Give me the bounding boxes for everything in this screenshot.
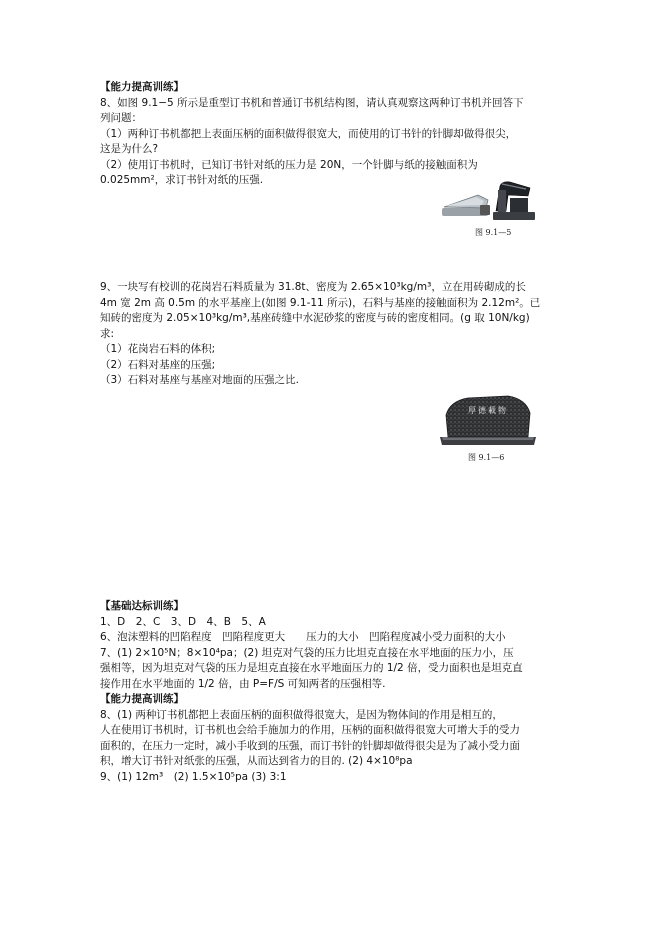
question-section	[100, 80, 570, 189]
answer-line: 强相等，因为坦克对气袋的压力是坦克直接在水平地面压力的 1/2 倍，受力面积也是坦克直	[100, 662, 523, 674]
q9-line: （1）花岗岩石料的体积;	[100, 343, 216, 355]
q9-line: 知砖的密度为 2.05×10³kg/m³,基座砖缝中水泥砂浆的密度与砖的密度相同。(g 取 10N/kg)	[100, 312, 530, 324]
figure-caption: 图 9.1—5	[475, 228, 512, 237]
stapler-figure	[438, 178, 538, 226]
figure-caption: 图 9.1—6	[468, 453, 505, 462]
q9-line: 求:	[100, 327, 115, 340]
q9-line: （3）石料对基座与基座对地面的压强之比.	[100, 374, 300, 386]
answers-advanced-heading: 【能力提高训练】	[100, 693, 184, 705]
question-9	[100, 280, 570, 389]
answer-line: 6、泡沫塑料的凹陷程度 凹陷程度更大 压力的大小 凹陷程度减小受力面积的大小	[100, 631, 506, 643]
answer-line: 面积的，在压力一定时，减小手收到的压强，而订书针的针脚却做得很尖是为了减小受力面	[100, 739, 520, 752]
q9-line: 9、一块写有校训的花岗岩石料质量为 31.8t、密度为 2.65×10³kg/m³，立在用砖砌成的长	[100, 281, 526, 293]
heavy-stapler-image	[493, 182, 535, 220]
q8-line: 8、如图 9.1−5 所示是重型订书机和普通订书机结构图，请认真观察这两种订书机并回答下	[100, 96, 524, 109]
stone-body	[446, 396, 530, 437]
answer-section	[100, 599, 570, 785]
stone-inscription: 厚德載物	[468, 406, 508, 415]
q9-line: 4m 宽 2m 高 0.5m 的水平基座上(如图 9.1-11 所示)，石料与基座的接触面积为 2.12m²。已	[100, 296, 541, 309]
answers-basic-heading: 【基础达标训练】	[100, 600, 184, 612]
answer-line: 人在使用订书机时，订书机也会给手施加力的作用，压柄的面积做得很宽大可增大手的受力	[100, 724, 520, 736]
answer-line: 8、(1) 两种订书机都把上表面压柄的面积做得很宽大，是因为物体间的作用是相互的，	[100, 708, 503, 721]
answer-line: 7、(1) 2×10⁵N；8×10⁴pa；(2) 坦克对气袋的压力比坦克直接在水平地面的压力小，压	[100, 646, 514, 659]
q9-line: （2）石料对基座的压强;	[100, 358, 216, 371]
q8-line: 这是为什么?	[100, 143, 159, 155]
answer-line: 1、D 2、C 3、D 4、B 5、A	[100, 615, 266, 628]
light-stapler-image	[442, 195, 490, 216]
q8-line: （1）两种订书机都把上表面压柄的面积做得很宽大，而使用的订书针的针脚却做得很尖，	[100, 127, 517, 140]
answer-line: 积，增大订书针对纸张的压强，从而达到省力的目的. (2) 4×10⁸pa	[100, 755, 413, 767]
q8-line: 列问题：	[100, 112, 142, 124]
section-heading: 【能力提高训练】	[100, 81, 184, 93]
answer-line: 接作用在水平地面的 1/2 倍，由 P=F/S 可知两者的压强相等.	[100, 677, 386, 690]
granite-stone-figure	[438, 393, 538, 449]
q8-line: （2）使用订书机时，已知订书针对纸的压力是 20N，一个针脚与纸的接触面积为	[100, 158, 478, 171]
q8-line: 0.025mm²，求订书针对纸的压强.	[100, 174, 264, 186]
answer-line: 9、(1) 12m³ (2) 1.5×10⁵pa (3) 3:1	[100, 770, 287, 783]
